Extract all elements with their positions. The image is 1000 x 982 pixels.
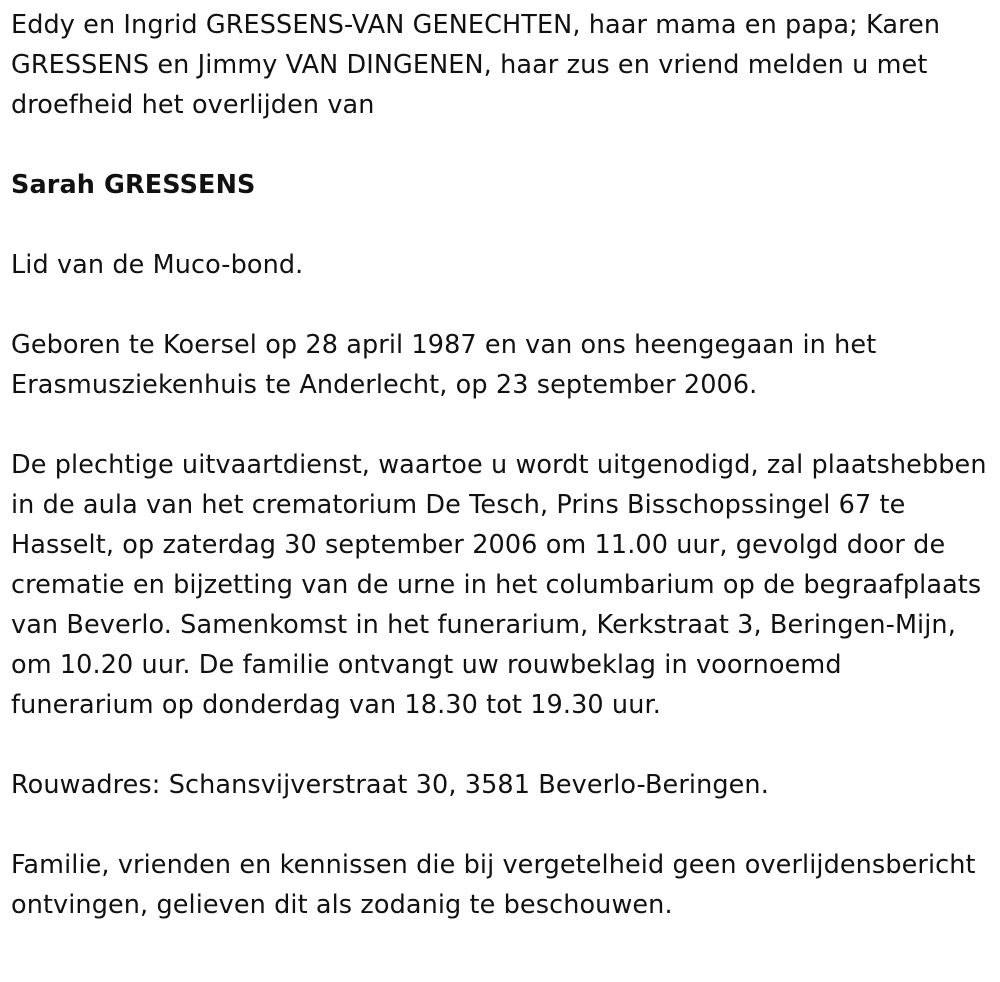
birth-death-paragraph: Geboren te Koersel op 28 april 1987 en van ons heengegaan in het Erasmusziekenhuis te Anderlecht, op 23 september 2006. <box>11 330 877 400</box>
intro-paragraph: Eddy en Ingrid GRESSENS-VAN GENECHTEN, haar mama en papa; Karen GRESSENS en Jimmy VAN DINGENEN, haar zus en vriend melden u met droefheid het overlijden van <box>11 10 941 120</box>
membership-paragraph: Lid van de Muco-bond. <box>11 250 304 280</box>
mourning-address: Rouwadres: Schansvijverstraat 30, 3581 Beverlo-Beringen. <box>11 770 769 800</box>
deceased-name: Sarah GRESSENS <box>11 170 256 200</box>
closing-paragraph: Familie, vrienden en kennissen die bij vergetelheid geen overlijdensbericht ontvingen, gelieven dit als zodanig te beschouwen. <box>11 850 976 920</box>
funeral-paragraph: De plechtige uitvaartdienst, waartoe u wordt uitgenodigd, zal plaatshebben in de aula van het crematorium De Tesch, Prins Bisschopssingel 67 te Hasselt, op zaterdag 30 september 2006 om 11.00 uur, gevolgd door de crematie en bijzetting van de urne in het columbarium op de begraafplaats van Beverlo. Samenkomst in het funerarium, Kerkstraat 3, Beringen-Mijn, om 10.20 uur. De familie ontvangt uw rouwbeklag in voornoemd funerarium op donderdag van 18.30 tot 19.30 uur. <box>11 450 987 720</box>
